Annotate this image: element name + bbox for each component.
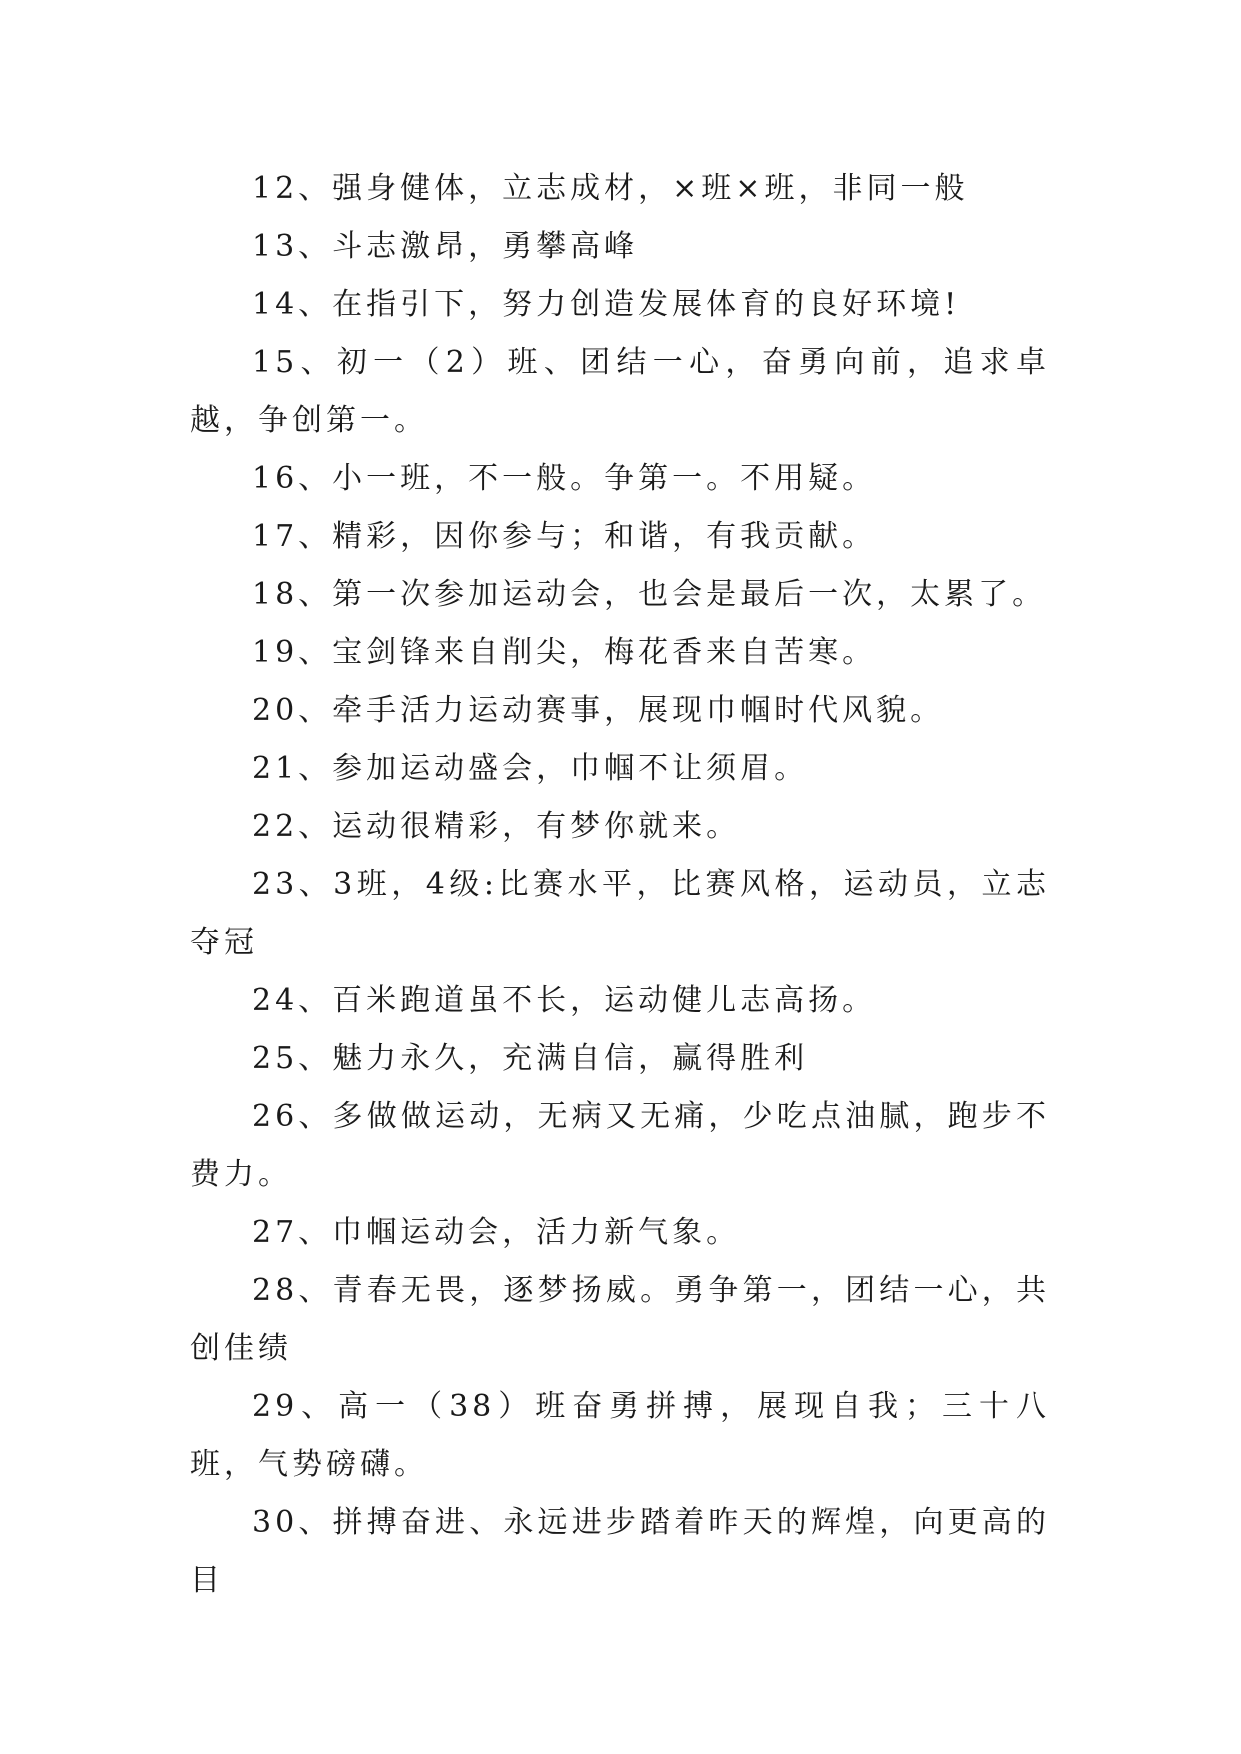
paragraph-13: 13、斗志激昂，勇攀高峰 (252, 229, 639, 264)
paragraph-30: 30、拼搏奋进、永远进步踏着昨天的辉煌，向更高的目 (190, 1505, 1050, 1598)
paragraph-25: 25、魅力永久，充满自信，赢得胜利 (252, 1041, 809, 1076)
paragraph-16: 16、小一班，不一般。争第一。不用疑。 (252, 461, 877, 496)
paragraph-18: 18、第一次参加运动会，也会是最后一次，太累了。 (252, 577, 1047, 612)
document-body (190, 160, 1050, 1610)
paragraph-15: 15、初一（2）班、团结一心，奋勇向前，追求卓越，争创第一。 (190, 345, 1050, 438)
paragraph-14: 14、在指引下，努力创造发展体育的良好环境! (252, 287, 961, 322)
paragraph-28: 28、青春无畏，逐梦扬威。勇争第一，团结一心，共创佳绩 (190, 1273, 1050, 1366)
paragraph-21: 21、参加运动盛会，巾帼不让须眉。 (252, 751, 809, 786)
paragraph-24: 24、百米跑道虽不长，运动健儿志高扬。 (252, 983, 877, 1018)
paragraph-27: 27、巾帼运动会，活力新气象。 (252, 1215, 741, 1250)
paragraph-12: 12、强身健体，立志成材，×班×班，非同一般 (252, 171, 969, 206)
paragraph-19: 19、宝剑锋来自削尖，梅花香来自苦寒。 (252, 635, 877, 670)
paragraph-23: 23、3班，4级:比赛水平，比赛风格，运动员，立志夺冠 (190, 867, 1050, 960)
paragraph-17: 17、精彩，因你参与；和谐，有我贡献。 (252, 519, 877, 554)
paragraph-29: 29、高一（38）班奋勇拼搏，展现自我；三十八班，气势磅礴。 (190, 1389, 1050, 1482)
paragraph-22: 22、运动很精彩，有梦你就来。 (252, 809, 741, 844)
paragraph-26: 26、多做做运动，无病又无痛，少吃点油腻，跑步不费力。 (190, 1099, 1050, 1192)
paragraph-20: 20、牵手活力运动赛事，展现巾帼时代风貌。 (252, 693, 945, 728)
